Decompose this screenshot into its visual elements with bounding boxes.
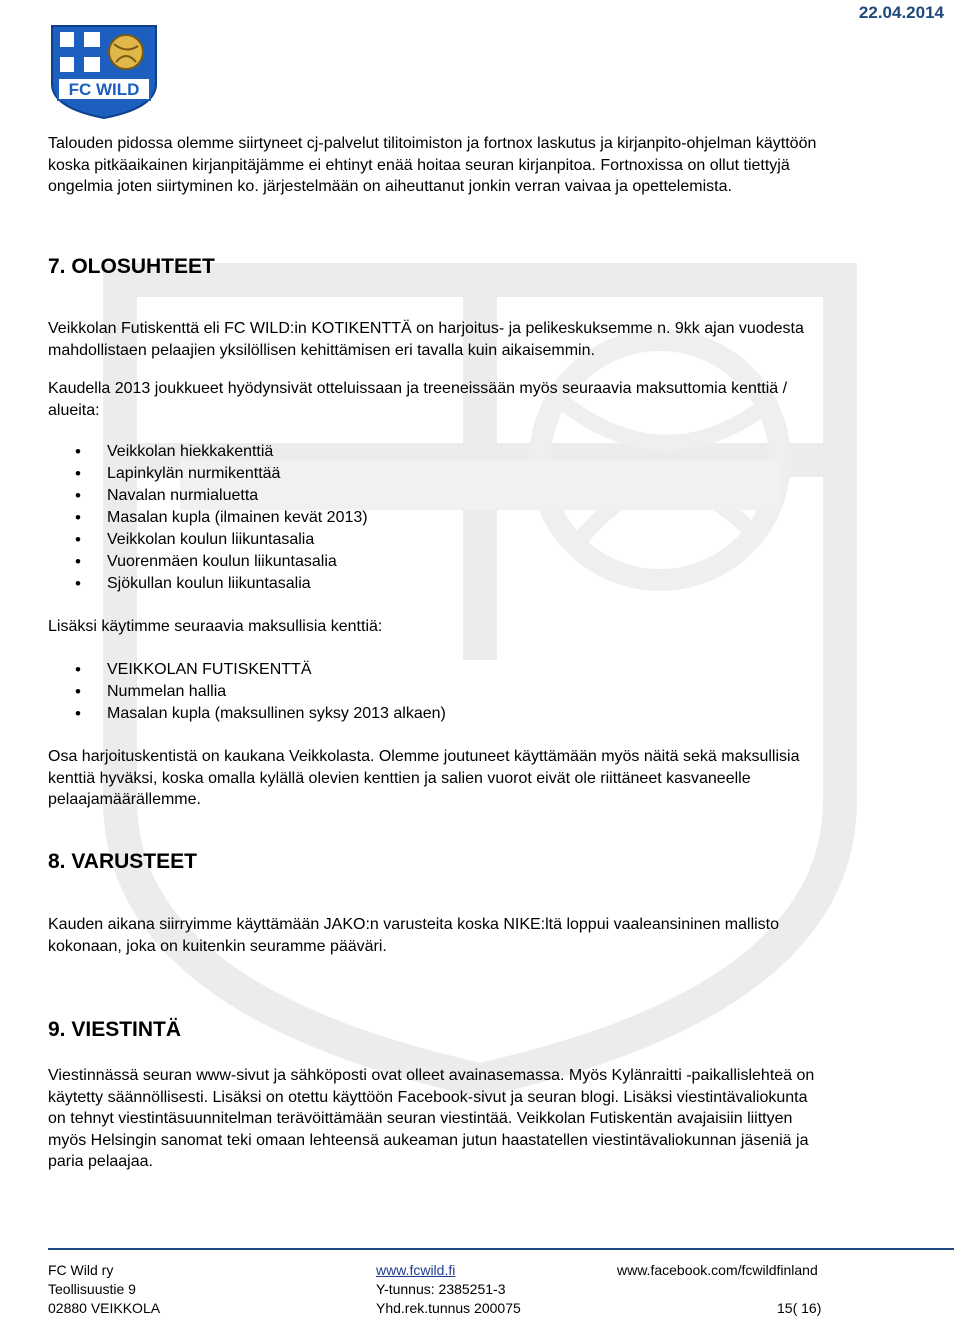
text-line: koska pitkäaikainen kirjanpitäjämme ei ehtinyt enää hoitaa seuran kirjanpitoa. Fortnoxissa on ollut tiettyjä bbox=[48, 156, 790, 174]
text-line: Kauden aikana siirryimme käyttämään JAKO:n varusteita koska NIKE:ltä loppui vaaleansininen mallisto bbox=[48, 916, 780, 933]
text-line: paria pelaajaa. bbox=[48, 1153, 153, 1170]
text-line: myös Helsingin sanomat teki omaan lehteensä aukeaman jutun haastatellen viestintävaliokunnan jäseniä ja bbox=[48, 1131, 809, 1149]
list-item: • Lapinkylän nurmikenttää bbox=[48, 463, 368, 485]
list-item: • Veikkolan koulun liikuntasalia bbox=[48, 529, 368, 551]
list-item: • Vuorenmäen koulun liikuntasalia bbox=[48, 551, 368, 573]
list-item: • Sjökullan koulun liikuntasalia bbox=[48, 573, 368, 595]
footer-org-name: FC Wild ry bbox=[48, 1262, 114, 1278]
paid-fields-list bbox=[48, 659, 446, 725]
text-line: Osa harjoituskentistä on kaukana Veikkolasta. Olemme joutuneet käyttämään myös näitä sekä maksullisia bbox=[48, 748, 800, 765]
section-heading-olosuhteet: 7. OLOSUHTEET bbox=[48, 255, 215, 278]
header-date: 22.04.2014 bbox=[858, 3, 944, 22]
text-line: mahdollistaen pelaajien yksilöllisen kehittämisen eri tavalla kuin aikaisemmin. bbox=[48, 341, 595, 359]
text-line: Viestinnässä seuran www-sivut ja sähköposti ovat olleet avainasemassa. Myös Kylänraitti -paikallislehteä on bbox=[48, 1067, 815, 1084]
text-line: alueita: bbox=[48, 401, 100, 419]
viestinta-paragraph bbox=[48, 1065, 928, 1173]
footer-address bbox=[48, 1261, 160, 1318]
text-line: kokonaan, joka on kuitenkin seuramme pääväri. bbox=[48, 937, 387, 955]
varusteet-paragraph bbox=[48, 914, 928, 957]
footer-facebook-link[interactable]: www.facebook.com/fcwildfinland bbox=[617, 1262, 818, 1278]
section-heading-varusteet: 8. VARUSTEET bbox=[48, 850, 197, 873]
text-line: Veikkolan Futiskenttä eli FC WILD:in KOTIKENTTÄ on harjoitus- ja pelikeskuksemme n. 9kk ajan vuodesta bbox=[48, 320, 804, 337]
list-item: • Nummelan hallia bbox=[48, 681, 446, 703]
footer-business-id: Y-tunnus: 2385251-3 bbox=[376, 1281, 506, 1297]
text-line: Kaudella 2013 joukkueet hyödynsivät otteluissaan ja treeneissään myös seuraavia maksuttomia kenttiä / bbox=[48, 380, 788, 397]
footer-divider bbox=[48, 1248, 954, 1250]
text-line: pelaajamäärällemme. bbox=[48, 791, 201, 808]
footer-spacer bbox=[617, 1280, 821, 1299]
olosuhteet-paragraph-4 bbox=[48, 746, 928, 811]
page-number: 15( 16) bbox=[777, 1300, 822, 1316]
footer-website-link[interactable]: www.fcwild.fi bbox=[376, 1262, 456, 1278]
text-line: kenttiä hyväksi, koska omalla kylällä olevien kenttien ja salien vuorot eivät ole riittäneet kasvaneelle bbox=[48, 769, 751, 787]
footer-association-id: Yhd.rek.tunnus 200075 bbox=[376, 1300, 521, 1316]
olosuhteet-paragraph-1 bbox=[48, 318, 928, 361]
section-heading-viestinta: 9. VIESTINTÄ bbox=[48, 1018, 182, 1041]
paid-fields-intro: Lisäksi käytimme seuraavia maksullisia kenttiä: bbox=[48, 618, 383, 635]
logo-text: FC WILD bbox=[68, 80, 140, 99]
text-line: on tehnyt viestintäsuunnitelman terävöittämään seuran viestintää. Veikkolan Futiskentän avajaisiin liittyen bbox=[48, 1110, 793, 1127]
text-line: ongelmia joten siirtyminen ko. järjestelmään on aiheuttanut jonkin verran vaivaa ja opettelemista. bbox=[48, 178, 732, 195]
footer-street: Teollisuustie 9 bbox=[48, 1281, 136, 1297]
footer-registration bbox=[376, 1261, 521, 1318]
footer-postal: 02880 VEIKKOLA bbox=[48, 1300, 161, 1316]
list-item: • Veikkolan hiekkakenttiä bbox=[48, 441, 368, 463]
text-line: käytetty säännöllisesti. Lisäksi on otettu käyttöön Facebook-sivut ja seuran blogi. Lisäksi viestintävaliokunta bbox=[48, 1088, 808, 1106]
list-item: • Masalan kupla (maksullinen syksy 2013 alkaen) bbox=[48, 703, 446, 725]
list-item: • VEIKKOLAN FUTISKENTTÄ bbox=[48, 659, 446, 681]
footer-social bbox=[617, 1261, 821, 1318]
intro-paragraph bbox=[48, 133, 928, 198]
list-item: • Masalan kupla (ilmainen kevät 2013) bbox=[48, 507, 368, 529]
text-line: Talouden pidossa olemme siirtyneet cj-palvelut tilitoimiston ja fortnox laskutus ja kirjanpito-ohjelman käyttöön bbox=[48, 135, 817, 152]
list-item: • Navalan nurmialuetta bbox=[48, 485, 368, 507]
olosuhteet-paragraph-2 bbox=[48, 378, 928, 421]
fc-wild-logo bbox=[48, 22, 160, 120]
free-fields-list bbox=[48, 441, 368, 595]
